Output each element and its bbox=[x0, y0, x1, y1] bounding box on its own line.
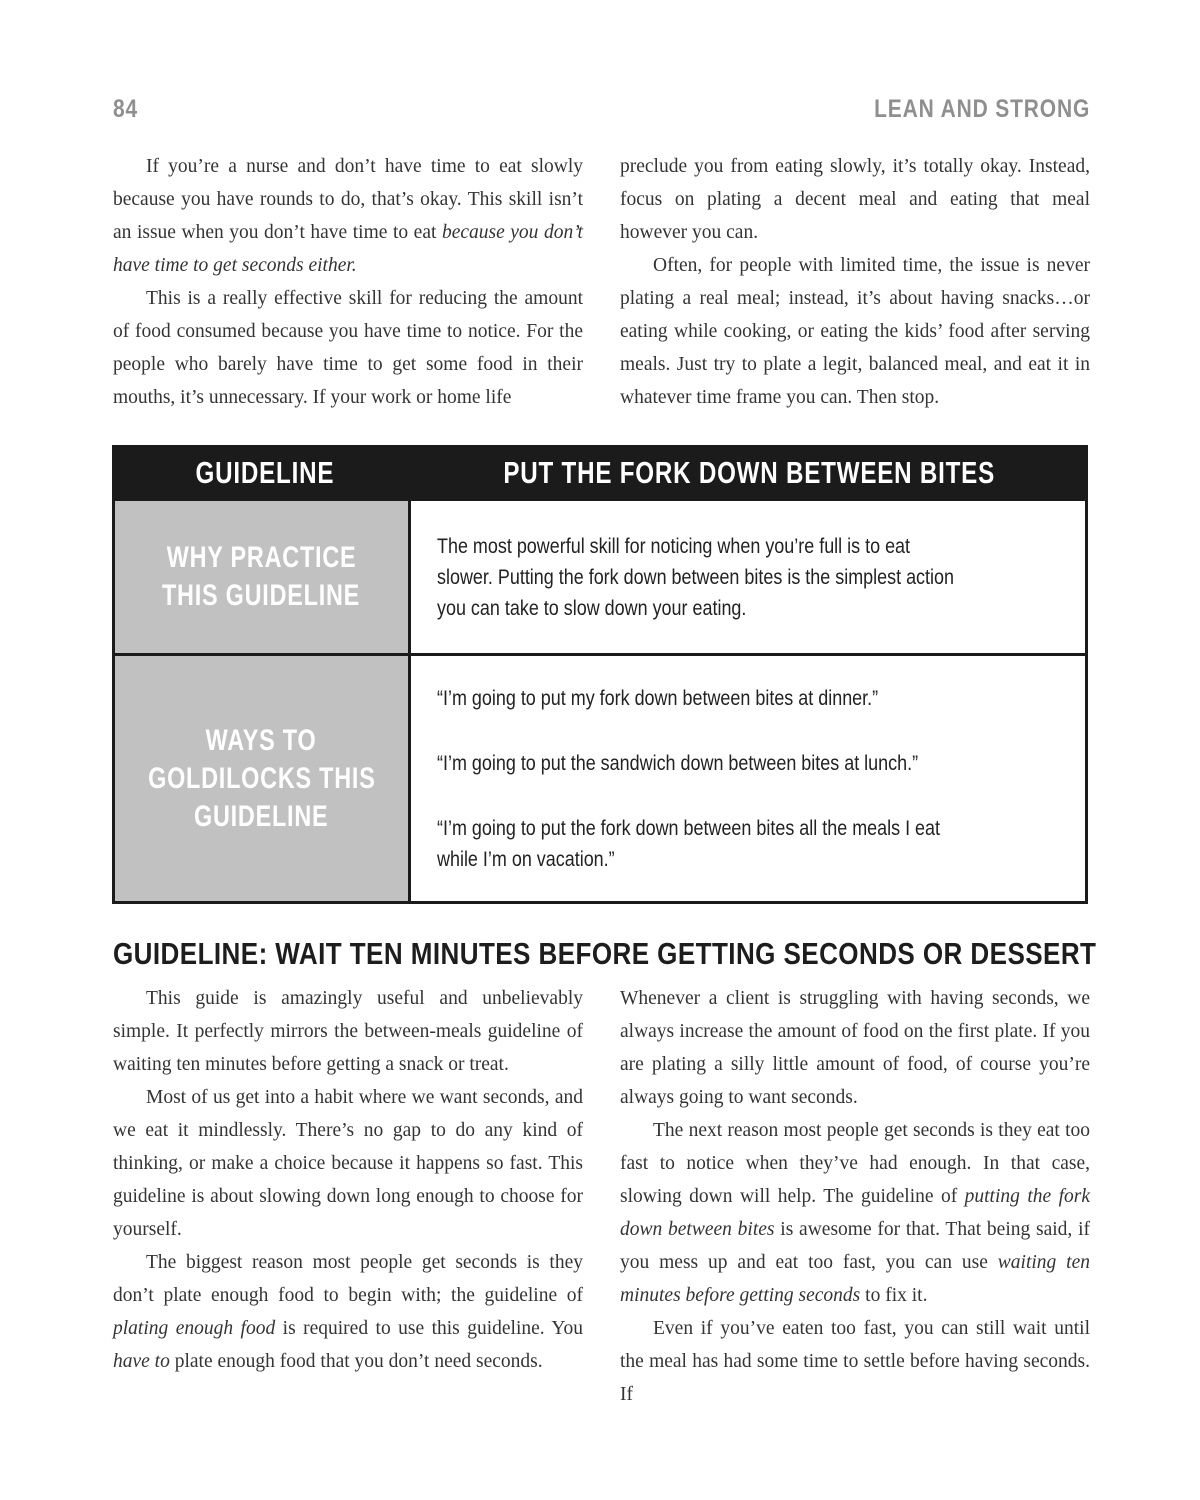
paragraph bbox=[113, 1246, 583, 1378]
quote: “I’m going to put the sandwich down between bites at lunch.” bbox=[437, 751, 919, 775]
intro-left-column bbox=[113, 150, 583, 414]
row-label-line: THIS GUIDELINE bbox=[162, 579, 361, 612]
paragraph-text: plate enough food that you don’t need seconds. bbox=[169, 1351, 543, 1372]
quote: “I’m going to put my fork down between bites at dinner.” bbox=[437, 686, 879, 710]
paragraph: preclude you from eating slowly, it’s totally okay. Instead, focus on plating a decent meal and eating that meal however you can. bbox=[620, 156, 1090, 243]
guideline-title-cell bbox=[414, 448, 1085, 498]
row-label-cell bbox=[115, 656, 411, 901]
why-practice-row bbox=[115, 498, 1085, 653]
guideline-title-label: PUT THE FORK DOWN BETWEEN BITES bbox=[503, 455, 996, 490]
paragraph-italic: because you don’t have time to get seconds either. bbox=[113, 222, 583, 276]
paragraph-italic: have to bbox=[113, 1351, 170, 1372]
row-label-line: GOLDILOCKS THIS bbox=[147, 761, 376, 795]
paragraph-italic: putting the fork down between bites bbox=[620, 1186, 1090, 1240]
paragraph bbox=[113, 150, 583, 282]
section-right-column bbox=[620, 982, 1090, 1411]
table-header-row bbox=[115, 448, 1085, 498]
row-label-line: WHY PRACTICE bbox=[166, 541, 357, 574]
paragraph-text: is awesome for that. That being said, if you mess up and eat too fast, you can use bbox=[620, 1219, 1090, 1273]
row-content-text: The most powerful skill for noticing when you’re full is to eat slower. Putting the fork down between bites is the simplest action you can take to slow down your eating. bbox=[437, 534, 954, 620]
row-label-line: WAYS TO bbox=[206, 723, 317, 757]
paragraph: Often, for people with limited time, the issue is never plating a real meal; instead, it’s about having snacks…or eating while cooking, or eating the kids’ food after serving meals. Just try to plate a legit, balanced meal, and eat it in whatever time frame you can. Then stop. bbox=[620, 255, 1090, 408]
running-head bbox=[113, 95, 1090, 124]
paragraph bbox=[620, 1114, 1090, 1312]
paragraph-text: The biggest reason most people get seconds is they don’t plate enough food to begin with; the guideline of bbox=[113, 1252, 583, 1306]
paragraph-text: is required to use this guideline. You bbox=[275, 1318, 583, 1339]
section-left-column bbox=[113, 982, 583, 1378]
paragraph-text: to fix it. bbox=[860, 1285, 928, 1306]
paragraph: Whenever a client is struggling with having seconds, we always increase the amount of food on the first plate. If you are plating a silly little amount of food, of course you’re always going to want seconds. bbox=[620, 988, 1090, 1108]
row-content-text-wrap bbox=[437, 531, 971, 624]
paragraph-text: The next reason most people get seconds is they eat too fast to notice when they’ve had enough. In that case, slowing down will help. The guideline of bbox=[620, 1120, 1090, 1207]
section-heading bbox=[113, 936, 1200, 972]
paragraph: This is a really effective skill for reducing the amount of food consumed because you have time to notice. For the people who barely have time to get some food in their mouths, it’s unnecessary. If your work or home life bbox=[113, 288, 583, 408]
row-label-line: GUIDELINE bbox=[194, 799, 329, 833]
row-content-cell bbox=[411, 656, 1085, 901]
paragraph-text: If you’re a nurse and don’t have time to eat slowly because you have rounds to do, that’s okay. This skill isn’t an issue when you don’t have time to eat bbox=[113, 156, 583, 243]
book-title: LEAN AND STRONG bbox=[874, 95, 1090, 123]
guideline-table bbox=[112, 445, 1088, 904]
row-label-cell bbox=[115, 501, 411, 653]
guideline-header-cell bbox=[115, 448, 414, 498]
section-heading-text: GUIDELINE: WAIT TEN MINUTES BEFORE GETTING SECONDS OR DESSERT bbox=[113, 936, 1097, 971]
paragraph: Even if you’ve eaten too fast, you can still wait until the meal has had some time to settle before having seconds. If bbox=[620, 1318, 1090, 1405]
row-content-text-wrap bbox=[437, 683, 971, 875]
paragraph-italic: waiting ten minutes before getting seconds bbox=[620, 1252, 1090, 1306]
page-number: 84 bbox=[113, 95, 139, 123]
quote: “I’m going to put the fork down between bites all the meals I eat while I’m on vacation.” bbox=[437, 816, 941, 871]
paragraph: This guide is amazingly useful and unbelievably simple. It perfectly mirrors the between-meals guideline of waiting ten minutes before getting a snack or treat. bbox=[113, 988, 583, 1075]
paragraph: Most of us get into a habit where we want seconds, and we eat it mindlessly. There’s no gap to do any kind of thinking, or make a choice because it happens so fast. This guideline is about slowing down long enough to choose for yourself. bbox=[113, 1087, 583, 1240]
ways-to-goldilocks-row bbox=[115, 653, 1085, 901]
paragraph-italic: plating enough food bbox=[113, 1318, 276, 1339]
row-content-cell bbox=[411, 501, 1085, 653]
guideline-header-label: GUIDELINE bbox=[195, 455, 334, 490]
intro-right-column bbox=[620, 150, 1090, 414]
